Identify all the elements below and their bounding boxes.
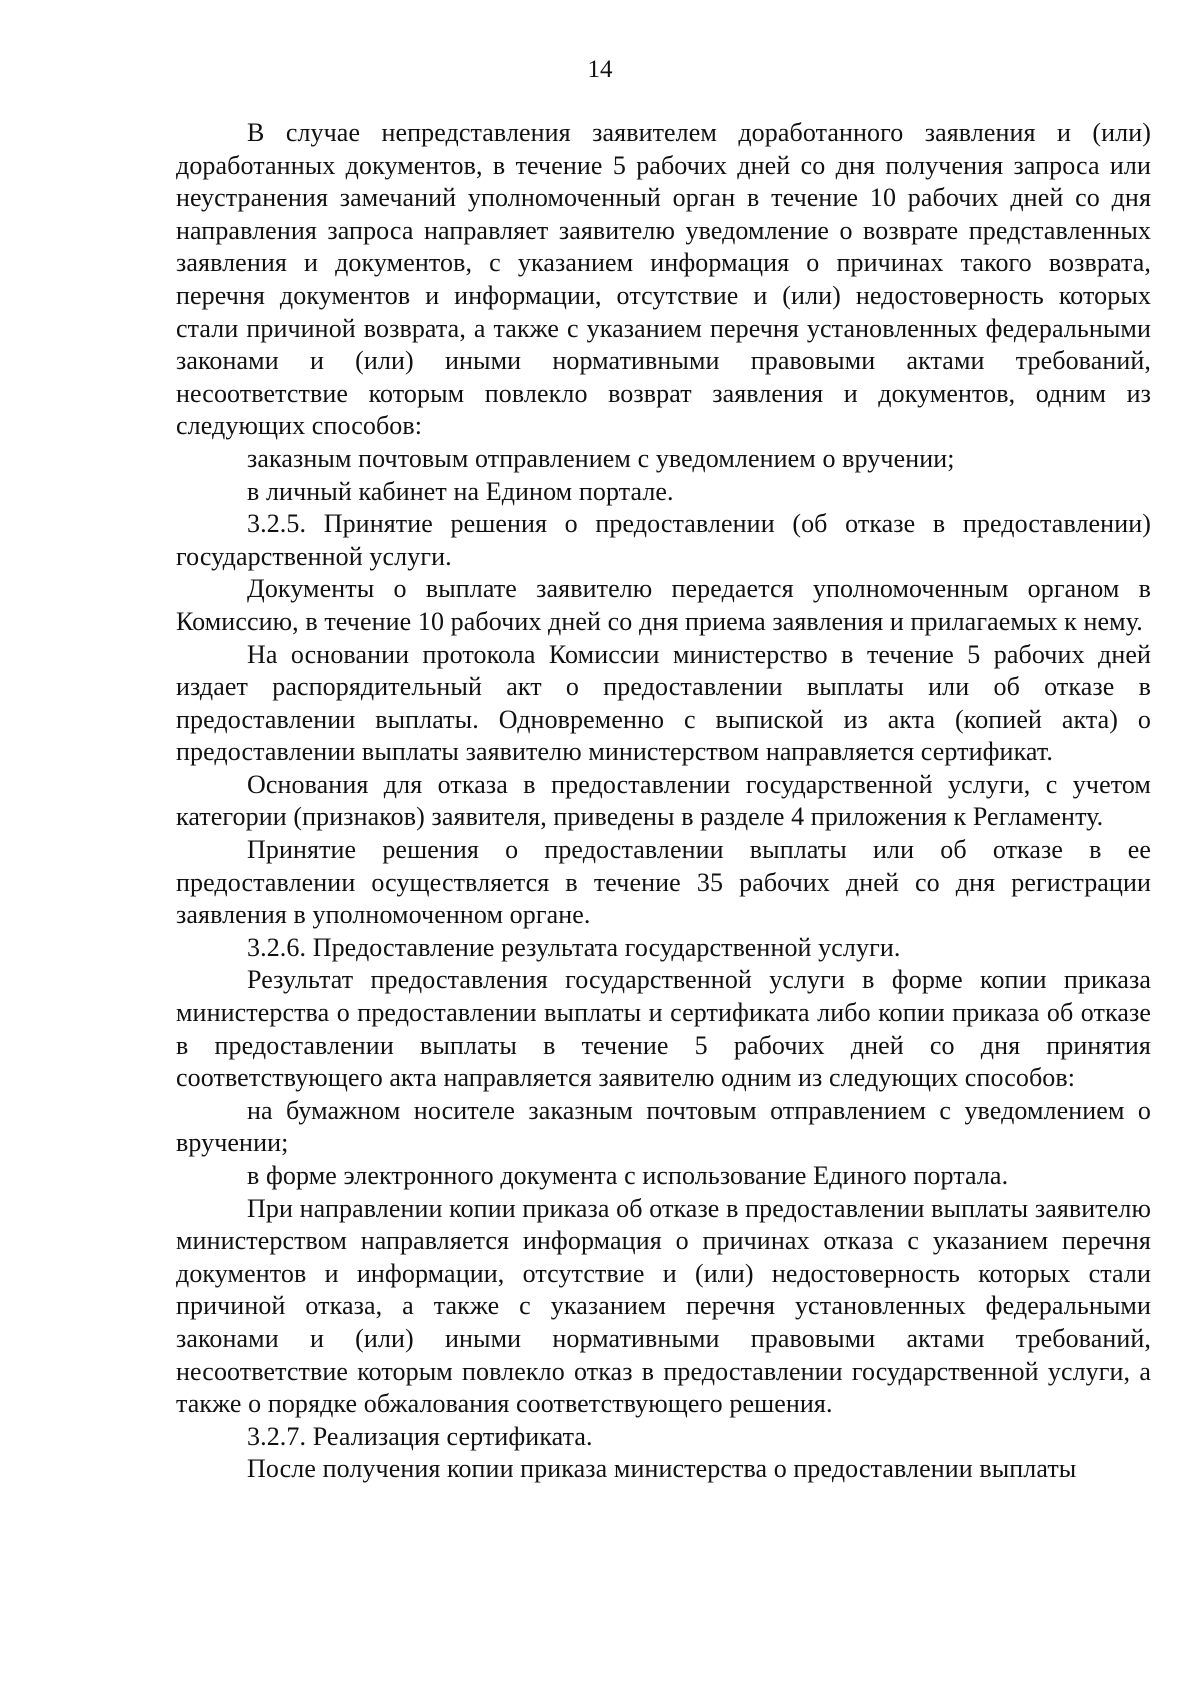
paragraph-commission-protocol: На основании протокола Комиссии министерство в течение 5 рабочих дней издает распорядительный акт о предоставлении выплаты или об отказе в предоставлении выплаты. Одновременно с выпиской из акта (копией акта) о предоставлении выплаты заявителю министерством направляется сертификат. xyxy=(176,639,1151,767)
paragraph-refusal-information: При направлении копии приказа об отказе в предоставлении выплаты заявителю министерством направляется информация о причинах отказа с указанием перечня документов и информации, отсутствие и (или) недостоверность которых стали причиной отказа, а также с указанием перечня установленных федеральными законами и (или) иными нормативными правовыми актами требований, несоответствие которым повлекло отказ в предоставлении государственной услуги, а также о порядке обжалования соответствующего решения. xyxy=(176,1193,1151,1419)
paragraph-return-notice: В случае непредставления заявителем доработанного заявления и (или) доработанных документов, в течение 5 рабочих дней со дня получения запроса или неустранения замечаний уполномоченный орган в течение 10 рабочих дней со дня направления запроса направляет заявителю уведомление о возврате представленных заявления и документов, с указанием информация о причинах такого возврата, перечня документов и информации, отсутствие и (или) недостоверность которых стали причиной возврата, а также с указанием перечня установленных федеральными законами и (или) иными нормативными правовыми актами требований, несоответствие которым повлекло возврат заявления и документов, одним из следующих способов: xyxy=(176,118,1151,441)
section-heading-3-2-7: 3.2.7. Реализация сертификата. xyxy=(247,1421,593,1451)
paragraph-result-delivery: Результат предоставления государственной услуги в форме копии приказа министерства о предоставлении выплаты и сертификата либо копии приказа об отказе в предоставлении выплаты в течение 5 рабочих дней со дня принятия соответствующего акта направляется заявителю одним из следующих способов: xyxy=(176,965,1151,1093)
page-number: 14 xyxy=(587,56,613,83)
paragraph-decision-term: Принятие решения о предоставлении выплаты или об отказе в ее предоставлении осуществляется в течение 35 рабочих дней со дня регистрации заявления в уполномоченном органе. xyxy=(176,835,1151,930)
section-heading-3-2-6: 3.2.6. Предоставление результата государственной услуги. xyxy=(247,932,901,962)
paragraph-after-receipt: После получения копии приказа министерства о предоставлении выплаты xyxy=(247,1454,1077,1484)
document-body xyxy=(176,117,1151,1486)
list-item-personal-account: в личный кабинет на Едином портале. xyxy=(247,476,674,506)
list-item-electronic-document: в форме электронного документа с использование Единого портала. xyxy=(247,1161,1009,1190)
section-heading-3-2-5: 3.2.5. Принятие решения о предоставлении (об отказе в предоставлении) государственной услуги. xyxy=(176,509,1151,571)
list-item-registered-mail: заказным почтовым отправлением с уведомлением о вручении; xyxy=(247,443,955,473)
list-item-paper-mail: на бумажном носителе заказным почтовым отправлением с уведомлением о вручении; xyxy=(176,1095,1151,1158)
paragraph-documents-commission: Документы о выплате заявителю передается уполномоченным органом в Комиссию, в течение 10 рабочих дней со дня приема заявления и прилагаемых к нему. xyxy=(176,574,1151,636)
paragraph-refusal-grounds: Основания для отказа в предоставлении государственной услуги, с учетом категории (признаков) заявителя, приведены в разделе 4 приложения к Регламенту. xyxy=(176,769,1151,832)
